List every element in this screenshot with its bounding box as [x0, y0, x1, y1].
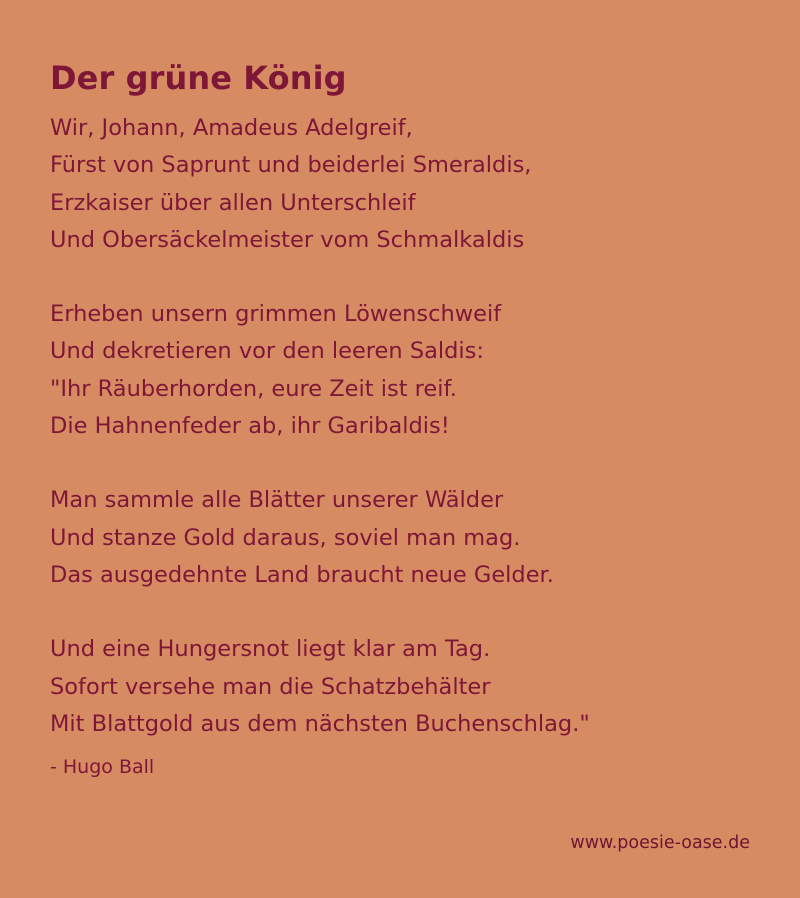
poem-line: Erheben unsern grimmen Löwenschweif	[50, 301, 502, 328]
poem-line: Man sammle alle Blätter unserer Wälder	[50, 487, 504, 514]
stanza-4	[50, 631, 770, 743]
poem-line: Das ausgedehnte Land braucht neue Gelder.	[50, 561, 554, 588]
poem-line: Die Hahnenfeder ab, ihr Garibaldis!	[50, 413, 450, 440]
poem-line: Erzkaiser über allen Unterschleif	[50, 189, 416, 216]
poem-line: Mit Blattgold aus dem nächsten Buchenschlag."	[50, 710, 590, 737]
poem-card	[50, 52, 770, 784]
poem-line: Fürst von Saprunt und beiderlei Smeraldis,	[50, 152, 532, 179]
stanza-1	[50, 110, 770, 259]
poem-line: Und Obersäckelmeister vom Schmalkaldis	[50, 226, 525, 253]
poem-line: Und dekretieren vor den leeren Saldis:	[50, 338, 484, 365]
poem-line: "Ihr Räuberhorden, eure Zeit ist reif.	[50, 375, 457, 402]
poem-author: - Hugo Ball	[50, 756, 155, 779]
poem-line: Und stanze Gold daraus, soviel man mag.	[50, 524, 521, 551]
poem-title: Der grüne König	[50, 59, 347, 97]
poem-line: Sofort versehe man die Schatzbehälter	[50, 673, 491, 700]
stanza-3	[50, 482, 770, 594]
stanza-2	[50, 296, 770, 445]
poem-line: Und eine Hungersnot liegt klar am Tag.	[50, 636, 491, 663]
poem-line: Wir, Johann, Amadeus Adelgreif,	[50, 115, 413, 141]
website-credit: www.poesie-oase.de	[570, 833, 750, 853]
